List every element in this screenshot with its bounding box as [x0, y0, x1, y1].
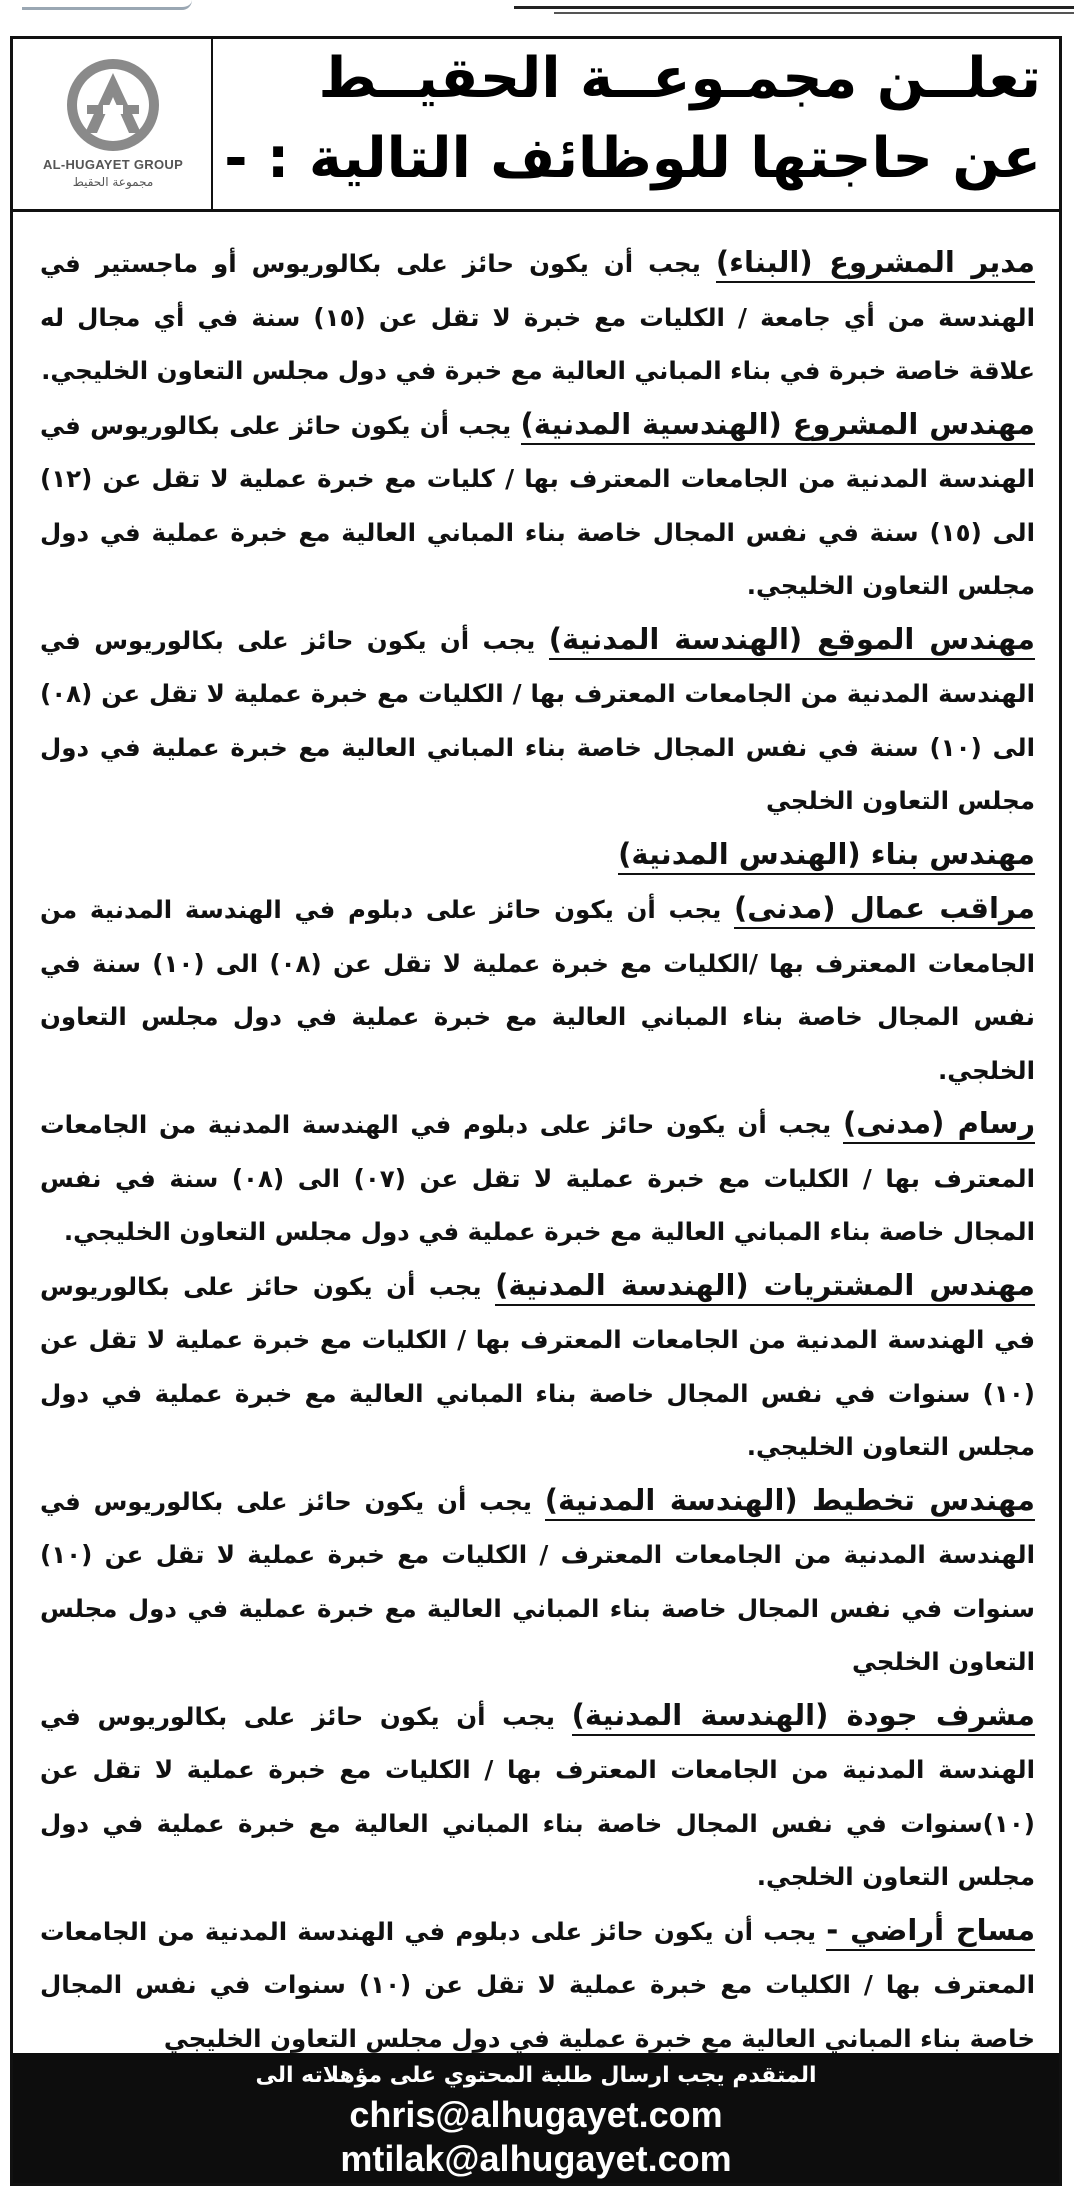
- logo-name-en: AL-HUGAYET GROUP: [42, 157, 184, 172]
- job-entry: [40, 236, 1035, 398]
- headline-line-1: تعلــن مجمـوعــة الحقيــط: [318, 46, 1041, 111]
- job-entry: [40, 613, 1035, 828]
- job-entry: [40, 828, 1035, 883]
- job-description: يجب أن يكون حائز على بكالوريوس في الهندسة المدنية من الجامعات المعترف / الكليات مع خبرة عملية لا تقل عن (١٠) سنوات في نفس المجال خاصة بناء المباني العالية مع خبرة عملية في دول مجلس التعاون الخلجي: [40, 1486, 1035, 1676]
- job-title: مهندس الموقع (الهندسة المدنية): [549, 622, 1035, 660]
- job-entry: [40, 1259, 1035, 1474]
- job-title: مهندس المشتريات (الهندسة المدنية): [495, 1268, 1035, 1306]
- job-entry: [40, 1474, 1035, 1689]
- job-title: مهندس تخطيط (الهندسة المدنية): [545, 1483, 1035, 1521]
- job-description: يجب أن يكون حائز على بكالوريوس أو ماجستير في الهندسة من أي جامعة / الكليات مع خبرة لا تقل عن (١٥) سنة في أي مجال له علاقة خاصة خبرة في بناء المباني العالية مع خبرة في دول مجلس التعاون الخليجي.: [40, 249, 1035, 385]
- email-address[interactable]: chris@alhugayet.com: [349, 2094, 723, 2135]
- job-description: يجب أن يكون حائز على دبلوم في الهندسة المدنية من الجامعات المعترف بها / الكليات مع خبرة عملية لا تقل عن (١٠) سنوات في نفس المجال خاصة بناء المباني العالية مع خبرة عملية في دول مجلس التعاون الخليجي: [40, 1916, 1035, 2053]
- application-footer: [13, 2053, 1059, 2183]
- company-logo: [13, 39, 213, 209]
- job-description: يجب أن يكون حائز على بكالوريوس في الهندسة المدنية من الجامعات المعترف بها / الكليات مع خبرة عملية لا تقل عن (١٠)سنوات في نفس المجال خاصة بناء المباني العالية مع خبرة عملية في دول مجلس التعاون الخلجي.: [40, 1701, 1035, 1891]
- top-rule: [514, 6, 1074, 9]
- job-entry: [40, 1097, 1035, 1259]
- logo-name-ar: مجموعة الحقيط: [72, 175, 154, 189]
- ad-header: [13, 39, 1059, 209]
- headline-line-2: عن حاجتها للوظائف التالية : -: [224, 126, 1041, 191]
- job-description: يجب أن يكون حائز على بكالوريوس في الهندسة المدنية من الجامعات المعترف بها / الكليات مع خبرة عملية لا تقل عن (١٠) سنوات في نفس المجال خاصة بناء المباني العالية مع خبرة عملية في دول مجلس التعاون الخليجي.: [40, 1271, 1035, 1461]
- job-description: يجب أن يكون حائز على بكالوريوس في الهندسة المدنية من الجامعات المعترف بها / كليات مع خبرة عملية لا تقل عن (١٢) الى (١٥) سنة في نفس المجال خاصة بناء المباني العالية مع خبرة عملية في دول مجلس التعاون الخليجي.: [40, 410, 1035, 600]
- job-description: يجب أن يكون حائز على بكالوريوس في الهندسة المدنية من الجامعات المعترف بها / الكليات مع خبرة عملية لا تقل عن (٠٨) الى (١٠) سنة في نفس المجال خاصة بناء المباني العالية مع خبرة عملية في دول مجلس التعاون الخلجي: [40, 625, 1035, 815]
- job-entry: [40, 1689, 1035, 1904]
- top-decoration: [22, 0, 192, 10]
- hugayet-logo-icon: [63, 55, 163, 155]
- job-description: يجب أن يكون حائز على دبلوم في الهندسة المدنية من الجامعات المعترف بها / الكليات مع خبرة عملية لا تقل عن (٠٧) الى (٠٨) سنة في نفس المجال خاصة بناء المباني العالية مع خبرة عملية في دول مجلس التعاون الخليجي.: [40, 1110, 1035, 1246]
- top-rule-secondary: [554, 12, 1074, 14]
- job-entry: [40, 398, 1035, 613]
- job-entry: [40, 882, 1035, 1097]
- job-description: يجب أن يكون حائز على دبلوم في الهندسة المدنية من الجامعات المعترف بها /الكليات مع خبرة عملية لا تقل عن (٠٨) الى (١٠) سنة في نفس المجال خاصة بناء المباني العالية مع خبرة عملية في دول مجلس التعاون الخلجي.: [40, 895, 1035, 1085]
- job-title: مراقب عمال (مدنى): [734, 891, 1035, 929]
- job-title: مهندس بناء (الهندس المدنية): [618, 837, 1035, 875]
- job-title: مساح أراضي -: [826, 1913, 1035, 1951]
- job-entry: [40, 1904, 1035, 2066]
- headline: [213, 39, 1059, 209]
- job-title: مدير المشروع (البناء): [716, 245, 1035, 283]
- job-title: مشرف جودة (الهندسة المدنية): [572, 1698, 1035, 1736]
- header-divider: [13, 209, 1059, 212]
- job-title: مهندس المشروع (الهندسية المدنية): [521, 407, 1035, 445]
- job-title: رسام (مدنى): [843, 1106, 1035, 1144]
- email-address[interactable]: mtilak@alhugayet.com: [340, 2138, 732, 2179]
- job-listings: [40, 236, 1035, 2065]
- apply-instructions: المتقدم يجب ارسال طلبة المحتوي على مؤهلاته الى: [255, 2063, 817, 2088]
